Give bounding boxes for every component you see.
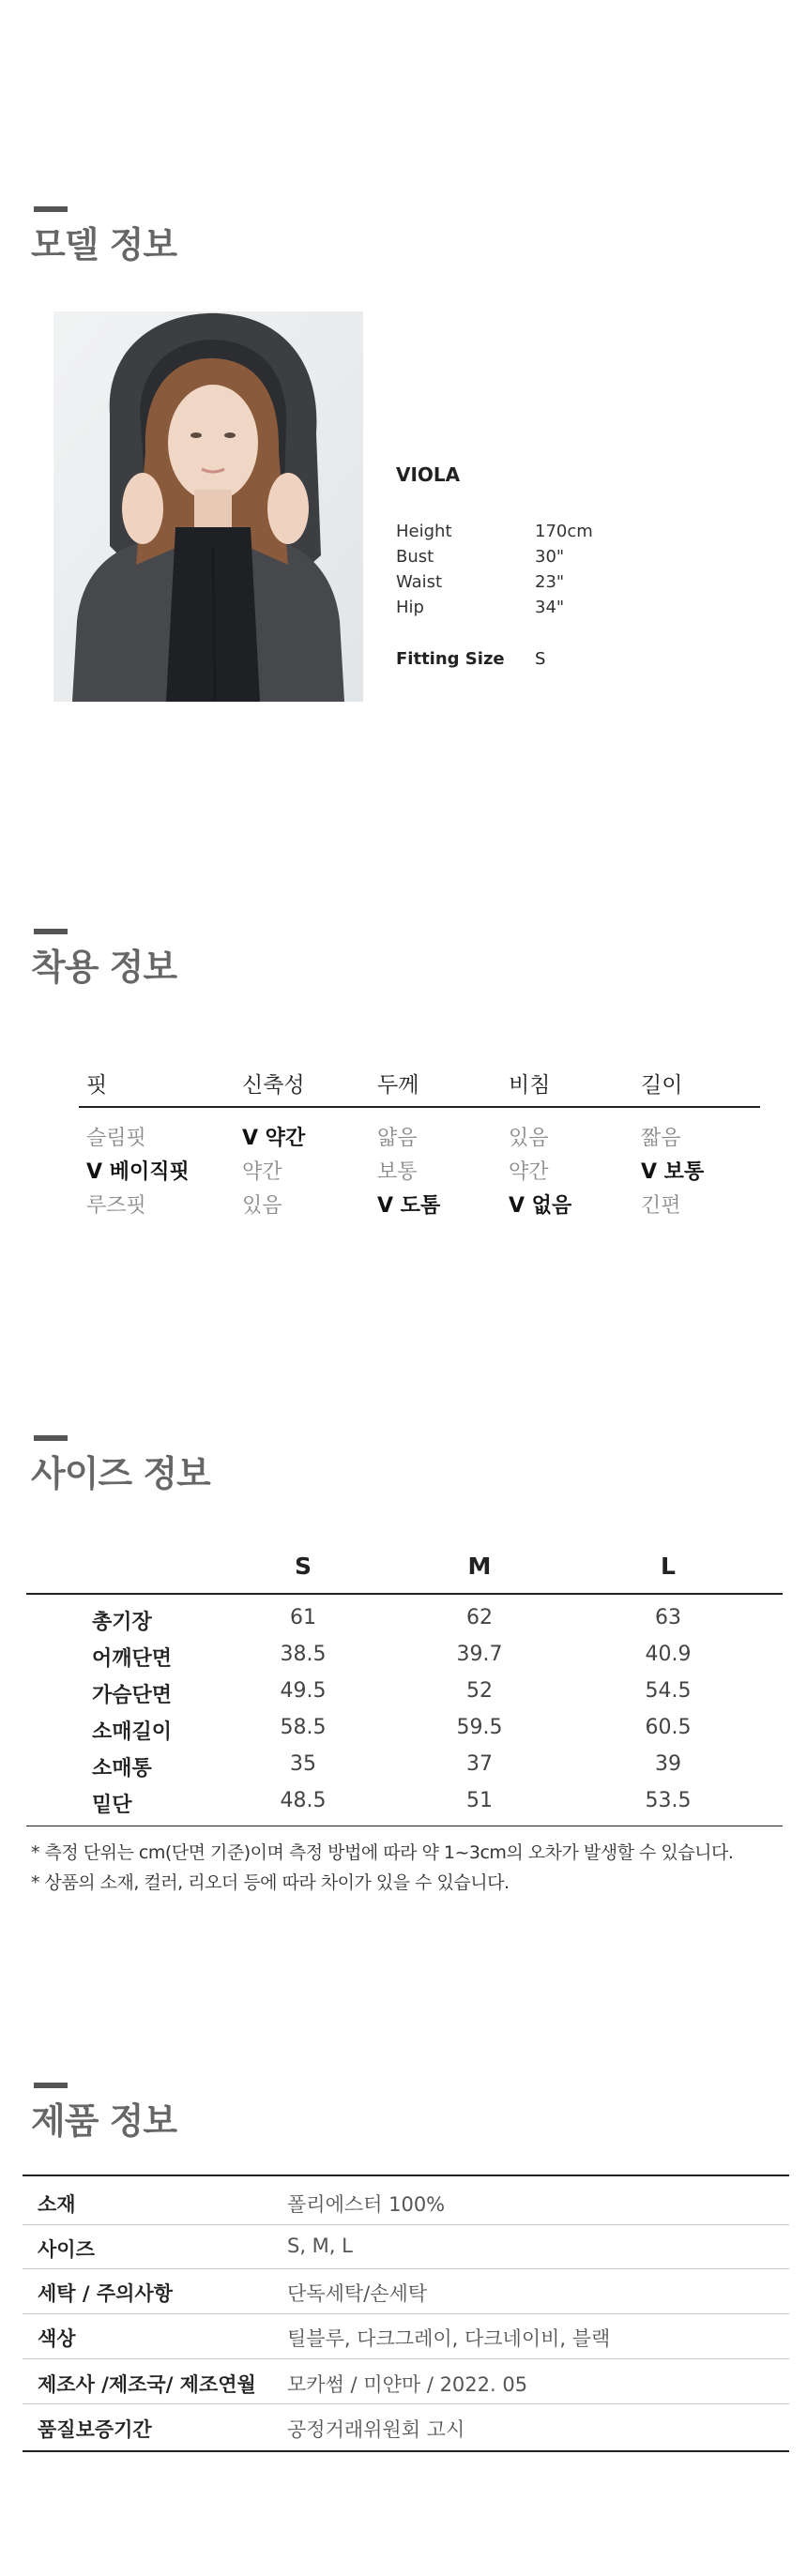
wear-option: 약간	[242, 1160, 282, 1184]
size-col-s: S	[294, 1553, 312, 1580]
model-photo	[53, 311, 363, 702]
wear-option: 루즈핏	[86, 1194, 146, 1218]
size-row-label: 총기장	[92, 1611, 152, 1634]
wear-option-selected: V 없음	[509, 1194, 572, 1218]
section-marker	[34, 2083, 68, 2088]
size-row-label: 소매통	[92, 1757, 152, 1780]
row-divider	[23, 2403, 789, 2404]
size-value: 39	[655, 1752, 681, 1776]
wear-header-thickness: 두께	[377, 1073, 419, 1098]
size-row-label: 어깨단면	[92, 1647, 173, 1671]
spec-value: 34"	[535, 598, 565, 617]
size-value: 59.5	[456, 1716, 503, 1739]
product-label: 품질보증기간	[38, 2418, 152, 2441]
section-marker	[34, 929, 68, 934]
wear-header-stretch: 신축성	[242, 1073, 305, 1098]
size-note: * 측정 단위는 cm(단면 기준)이며 측정 방법에 따라 약 1~3cm의 오차가 발생할 수 있습니다.	[31, 1842, 734, 1863]
size-row-label: 소매길이	[92, 1720, 173, 1744]
product-value: 모카썸 / 미얀마 / 2022. 05	[287, 2373, 528, 2396]
wear-header-length: 길이	[641, 1073, 683, 1098]
spec-value: 30"	[535, 547, 565, 567]
wear-option: 보통	[377, 1160, 418, 1184]
wear-option-selected: V 도톰	[377, 1194, 441, 1218]
product-value: 폴리에스터 100%	[287, 2193, 446, 2216]
model-spec-height	[396, 522, 678, 544]
size-value: 54.5	[645, 1679, 692, 1703]
wear-option: 약간	[509, 1160, 549, 1184]
spec-value: 23"	[535, 572, 565, 592]
size-value: 61	[290, 1606, 316, 1629]
wear-option: 슬림핏	[86, 1127, 146, 1150]
size-value: 35	[290, 1752, 316, 1776]
size-value: 37	[466, 1752, 493, 1776]
spec-label: Bust	[396, 547, 434, 567]
product-value: 공정거래위원회 고시	[287, 2418, 465, 2441]
product-label: 소재	[38, 2193, 76, 2216]
size-row-label: 가슴단면	[92, 1684, 173, 1707]
product-label: 사이즈	[38, 2238, 95, 2261]
fitting-size-value: S	[535, 649, 546, 669]
section-marker	[34, 1435, 68, 1441]
product-value: 단독세탁/손세탁	[287, 2282, 428, 2305]
wear-option: 얇음	[377, 1127, 418, 1150]
product-label: 색상	[38, 2327, 76, 2350]
size-value: 48.5	[280, 1789, 327, 1812]
size-value: 53.5	[645, 1789, 692, 1812]
model-name: VIOLA	[396, 463, 461, 486]
size-table-top-rule	[26, 1593, 783, 1595]
spec-label: Height	[396, 522, 452, 541]
product-value: S, M, L	[287, 2235, 353, 2257]
model-spec-bust	[396, 547, 678, 569]
wear-option-selected: V 베이직핏	[86, 1160, 190, 1184]
size-value: 52	[466, 1679, 493, 1703]
product-table-bottom-rule	[23, 2450, 789, 2452]
spec-label: Waist	[396, 572, 443, 592]
size-value: 51	[466, 1789, 493, 1812]
section-title-product: 제품 정보	[31, 2100, 177, 2142]
wear-header-divider	[79, 1106, 760, 1108]
spec-label: Hip	[396, 598, 424, 617]
wear-option-selected: V 약간	[242, 1127, 306, 1150]
wear-option: 긴편	[641, 1194, 681, 1218]
wear-header-sheer: 비침	[509, 1073, 551, 1098]
size-value: 58.5	[280, 1716, 327, 1739]
wear-option-selected: V 보통	[641, 1160, 705, 1184]
size-value: 60.5	[645, 1716, 692, 1739]
wear-option: 있음	[509, 1127, 549, 1150]
size-value: 39.7	[456, 1643, 503, 1666]
model-spec-waist	[396, 572, 678, 595]
wear-option: 있음	[242, 1194, 282, 1218]
size-value: 49.5	[280, 1679, 327, 1703]
wear-option: 짧음	[641, 1127, 681, 1150]
size-note: * 상품의 소재, 컬러, 리오더 등에 따라 차이가 있을 수 있습니다.	[31, 1872, 510, 1893]
row-divider	[23, 2313, 789, 2314]
fitting-size-label: Fitting Size	[396, 649, 505, 669]
product-value: 틸블루, 다크그레이, 다크네이비, 블랙	[287, 2327, 611, 2350]
size-value: 38.5	[280, 1643, 327, 1666]
size-col-l: L	[661, 1553, 676, 1580]
fitting-size	[396, 649, 678, 672]
size-col-m: M	[467, 1553, 492, 1580]
model-spec-hip	[396, 598, 678, 620]
size-value: 62	[466, 1606, 493, 1629]
size-value: 40.9	[645, 1643, 692, 1666]
row-divider	[23, 2268, 789, 2269]
product-label: 세탁 / 주의사항	[38, 2282, 174, 2305]
section-marker	[34, 206, 68, 212]
row-divider	[23, 2224, 789, 2225]
spec-value: 170cm	[535, 522, 593, 541]
section-title-size: 사이즈 정보	[31, 1453, 210, 1494]
section-title-model: 모델 정보	[31, 224, 177, 265]
row-divider	[23, 2358, 789, 2359]
size-value: 63	[655, 1606, 681, 1629]
size-row-label: 밑단	[92, 1794, 132, 1817]
wear-header-fit: 핏	[86, 1073, 108, 1098]
product-table-top-rule	[23, 2174, 789, 2176]
section-title-wear: 착용 정보	[31, 947, 177, 988]
product-label: 제조사 /제조국/ 제조연월	[38, 2373, 256, 2396]
